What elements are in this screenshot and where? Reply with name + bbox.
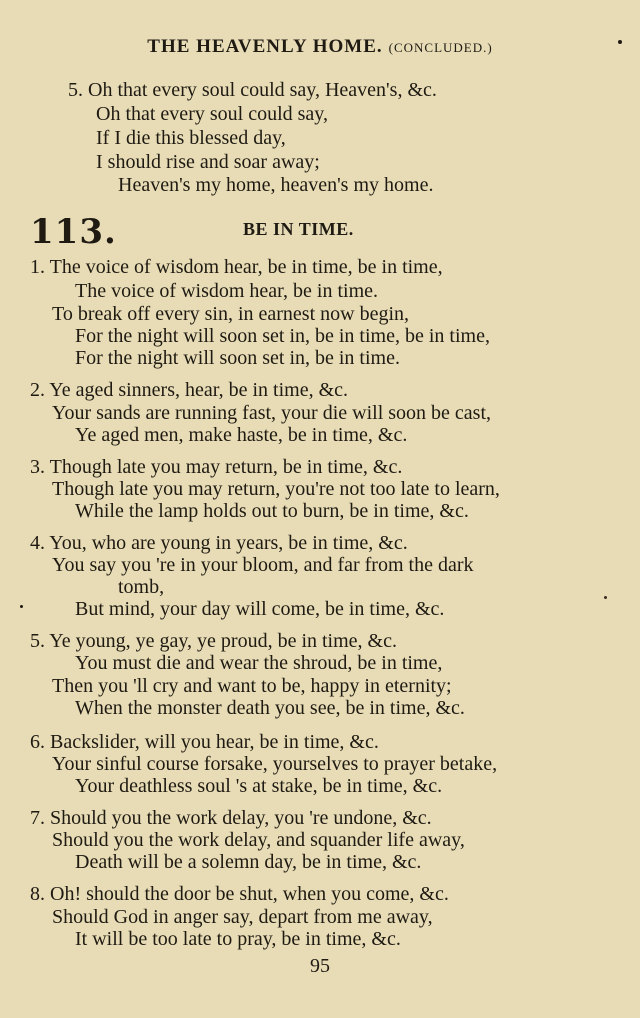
verse-line: 3. Though late you may return, be in time, &c. [30,456,403,478]
verse-line: The voice of wisdom hear, be in time. [75,280,378,302]
page-number: 95 [310,955,330,977]
verse-line: Your sinful course forsake, yourselves to prayer betake, [52,753,498,775]
verse-line: 5. Ye young, ye gay, ye proud, be in time, &c. [30,630,397,652]
verse-line: 6. Backslider, will you hear, be in time, &c. [30,731,379,753]
hymn-title: BE IN TIME. [243,219,354,239]
running-head [0,36,640,58]
verse-line: It will be too late to pray, be in time, &c. [75,928,401,950]
verse-line: I should rise and soar away; [96,151,320,173]
verse-line: 7. Should you the work delay, you 're undone, &c. [30,807,432,829]
verse-line: But mind, your day will come, be in time, &c. [75,598,445,620]
verse-line: tomb, [118,576,165,598]
ink-speck-right [604,596,607,599]
verse-line: 4. You, who are young in years, be in time, &c. [30,532,408,554]
verse-line: Should you the work delay, and squander life away, [52,829,465,851]
verse-line: If I die this blessed day, [96,127,286,149]
verse-line: Should God in anger say, depart from me away, [52,906,433,928]
ink-speck-margin [20,605,23,608]
verse-line: You say you 're in your bloom, and far from the dark [52,554,474,576]
verse-line: Though late you may return, you're not too late to learn, [52,478,500,500]
verse-line: You must die and wear the shroud, be in time, [75,652,443,674]
verse-line: While the lamp holds out to burn, be in time, &c. [75,500,469,522]
verse-line: 5. Oh that every soul could say, Heaven's, &c. [68,79,437,101]
verse-line: For the night will soon set in, be in time, be in time, [75,325,490,347]
verse-line: When the monster death you see, be in time, &c. [75,697,465,719]
verse-line: Death will be a solemn day, be in time, &c. [75,851,422,873]
verse-line: For the night will soon set in, be in time. [75,347,400,369]
verse-line: Your deathless soul 's at stake, be in time, &c. [75,775,443,797]
hymn-number: 113. [30,212,117,252]
verse-line: Then you 'll cry and want to be, happy in eternity; [52,675,452,697]
verse-line: Your sands are running fast, your die will soon be cast, [52,402,492,424]
verse-line: To break off every sin, in earnest now begin, [52,303,410,325]
ink-speck [618,40,622,44]
running-head-subtitle: (CONCLUDED.) [388,40,493,55]
verse-line: Oh that every soul could say, [96,103,328,125]
verse-line: 2. Ye aged sinners, hear, be in time, &c. [30,379,349,401]
running-head-title: THE HEAVENLY HOME. [147,36,383,57]
verse-line: 8. Oh! should the door be shut, when you come, &c. [30,883,449,905]
verse-line: 1. The voice of wisdom hear, be in time, be in time, [30,256,443,278]
verse-line: Heaven's my home, heaven's my home. [118,174,434,196]
verse-line: Ye aged men, make haste, be in time, &c. [75,424,408,446]
